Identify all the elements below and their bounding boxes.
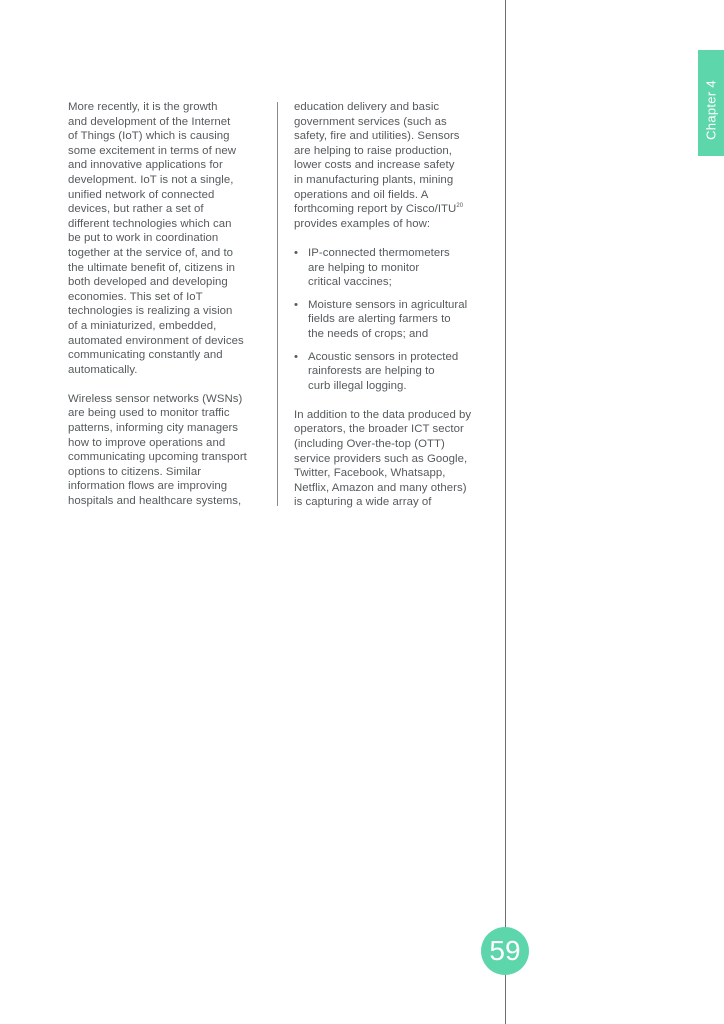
paragraph-services-end: provides examples of how:: [294, 217, 431, 230]
paragraph-services: [294, 100, 494, 231]
list-item: • IP-connected thermometers are helping to monitor critical vaccines;: [294, 246, 494, 290]
left-text-column: [68, 100, 268, 509]
list-item: • Moisture sensors in agricultural fields are alerting farmers to the needs of crops; and: [294, 298, 494, 342]
page-margin-rule: [505, 0, 506, 1024]
list-item: • Acoustic sensors in protected rainforests are helping to curb illegal logging.: [294, 350, 494, 394]
paragraph-services-text: education delivery and basic government services (such as safety, fire and utilities). Sensors are helping to raise production, lower costs and increase safety in manufacturing plants, mining operations and oil fields. A forthcoming report by Cisco/ITU: [294, 101, 460, 216]
paragraph-wsn: Wireless sensor networks (WSNs) are being used to monitor traffic patterns, informing city managers how to improve operations and communicating upcoming transport options to citizens. Similar information flows are improving hospitals and healthcare systems,: [68, 392, 247, 508]
examples-list: [294, 246, 494, 393]
paragraph-iot: More recently, it is the growth and development of the Internet of Things (IoT) which is causing some excitement in terms of new and innovative applications for development. IoT is not a single, unified network of connected devices, but rather a set of different technologies which can be put to work in coordination together at the service of, and to the ultimate benefit of, citizens in both developed and developing economies. This set of IoT technologies is realizing a vision of a miniaturized, embedded, automated environment of devices communicating constantly and automatically.: [68, 101, 244, 376]
paragraph-ott: In addition to the data produced by operators, the broader ICT sector (including Over-the-top (OTT) service providers such as Google, Twitter, Facebook, Whatsapp, Netflix, Amazon and many others) is capturing a wide array of: [294, 408, 472, 509]
chapter-label: Chapter 4: [703, 80, 719, 140]
column-divider: [277, 102, 278, 506]
page-number-badge: 59: [481, 927, 529, 975]
footnote-reference: 20: [456, 203, 464, 210]
right-text-column: [294, 100, 494, 510]
